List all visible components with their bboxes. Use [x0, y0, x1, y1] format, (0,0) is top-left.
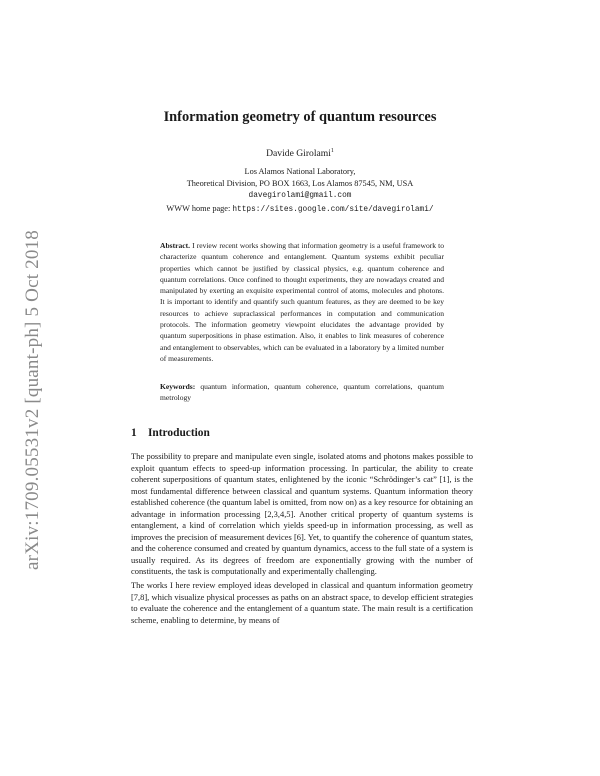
arxiv-identifier-stamp [12, 200, 50, 600]
section-body [131, 451, 473, 626]
arxiv-identifier-text: arXiv:1709.05531v2 [quant-ph] 5 Oct 2018 [22, 230, 43, 570]
section-title: Introduction [148, 427, 210, 439]
abstract [160, 240, 444, 364]
keywords-text: quantum information, quantum coherence, quantum correlations, quantum metrology [160, 382, 444, 403]
affiliation-line-2: Theoretical Division, PO BOX 1663, Los Alamos 87545, NM, USA [186, 179, 414, 189]
author-affiliation-marker: 1 [330, 148, 334, 154]
section-number: 1 [131, 427, 137, 439]
abstract-label: Abstract. [160, 241, 190, 250]
homepage-prefix: WWW home page: [166, 203, 233, 213]
paragraph-1: The possibility to prepare and manipulate even single, isolated atoms and photons makes possible to exploit quantum effects to speed-up information processing. In particular, the ability to create coherent superpositions of quantum states, enlightened by the iconic “Schrödinger’s cat” [1], is the most fundamental difference between classical and quantum systems. Quantum information theory established coherence (the quantum label is omitted, from now on) as a key resource for obtaining an advantage in information processing [2,3,4,5]. Another critical property of quantum systems is entanglement, a kind of correlation which yields speed-up in information processing, as well as improves the precision of measurement devices [6]. Yet, to quantify the coherence of quantum states, and the coherence consumed and created by quantum dynamics, access to the full state of a system is usually required. As its degrees of freedom are exponentially growing with the number of constituents, the task is computationally and experimentally challenging. [131, 451, 473, 577]
paragraph-2: The works I here review employed ideas developed in classical and quantum information geometry [7,8], which visualize physical processes as paths on an abstract space, to develop efficient strategies to evaluate the coherence and the entanglement of a quantum state. The main result is a certification scheme, enabling to determine, by means of [131, 580, 473, 625]
affiliation-block [0, 166, 600, 216]
author-name: Davide Girolami [266, 148, 331, 160]
homepage-url[interactable]: https://sites.google.com/site/davegirolami/ [232, 205, 434, 214]
paper-title: Information geometry of quantum resources [163, 109, 437, 125]
affiliation-line-1: Los Alamos National Laboratory, [244, 167, 356, 176]
section-heading [131, 427, 210, 439]
keywords-label: Keywords: [160, 382, 196, 391]
keywords [160, 381, 444, 404]
homepage-line [0, 203, 600, 216]
author-line [0, 148, 600, 159]
abstract-text: I review recent works showing that information geometry is a useful framework to characterize quantum coherence and entanglement. Quantum systems exhibit peculiar properties which cannot be justified by classical physics, e.g. quantum coherence and quantum correlations. Once confined to thought experiments, they are nowadays created and manipulated by exerting an exquisite experimental control of atoms, molecules and photons. It is important to identify and quantify such quantum features, as they are deemed to be key resources to achieve supraclassical performances in computation and communication protocols. The information geometry viewpoint elucidates the advantage provided by quantum superpositions in phase estimation. Also, it enables to link measures of coherence and entanglement to observables, which can be evaluated in a laboratory by a limited number of measurements. [160, 241, 444, 363]
author-email[interactable]: davegirolami@gmail.com [248, 192, 352, 201]
